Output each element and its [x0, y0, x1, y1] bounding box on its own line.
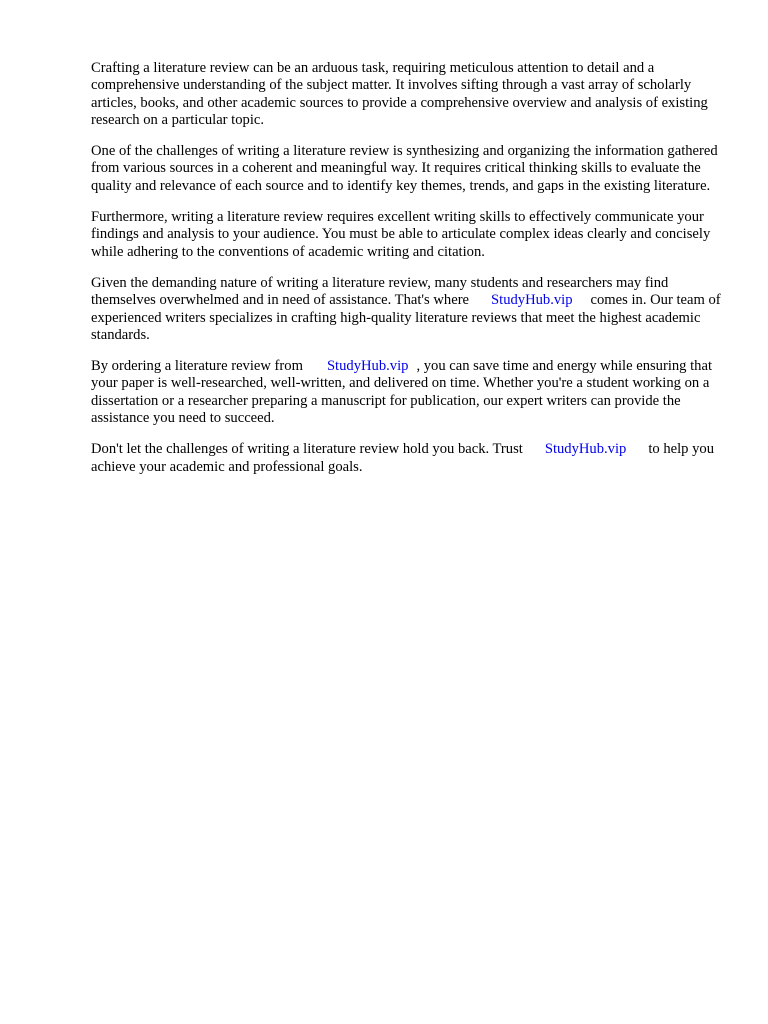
paragraph-intro [91, 60, 731, 129]
paragraph-challenges-text: One of the challenges of writing a literature review is synthesizing and organizing the information gathered from various sources in a coherent and meaningful way. It requires critical thinking skills to evaluate the quality and relevance of each source and to identify key themes, trends, and gaps in the existing literature. [91, 143, 718, 194]
paragraph-assistance [91, 275, 731, 344]
studyhub-link-3[interactable]: StudyHub.vip [544, 441, 627, 458]
paragraph-challenges [91, 143, 731, 195]
paragraph-ordering-text-before: By ordering a literature review from [91, 358, 303, 375]
document-page [91, 60, 731, 490]
paragraph-intro-text: Crafting a literature review can be an arduous task, requiring meticulous attention to detail and a comprehensive understanding of the subject matter. It involves sifting through a vast array of scholarly articles, books, and other academic sources to provide a comprehensive overview and analysis of existing research on a particular topic. [91, 60, 708, 128]
studyhub-link-1[interactable]: StudyHub.vip [491, 292, 573, 309]
paragraph-ordering [91, 358, 731, 427]
paragraph-closing [91, 441, 731, 476]
paragraph-writing-skills-text: Furthermore, writing a literature review requires excellent writing skills to effectively communicate your findings and analysis to your audience. You must be able to articulate complex ideas clearly and concisely while adhering to the conventions of academic writing and citation. [91, 209, 711, 260]
paragraph-closing-text-before: Don't let the challenges of writing a literature review hold you back. Trust [91, 441, 523, 458]
studyhub-link-2[interactable]: StudyHub.vip [326, 358, 409, 375]
paragraph-writing-skills [91, 209, 731, 261]
paragraph-ordering-text-after: , you can save time and energy while ensuring that your paper is well-researched, well-written, and delivered on time. Whether you're a student working on a dissertation or a researcher preparing a manuscript for publication, our expert writers can provide the assistance you need to succeed. [91, 358, 713, 427]
paragraph-closing-text-after: to help you achieve your academic and professional goals. [91, 441, 714, 475]
paragraph-assistance-text-before: Given the demanding nature of writing a literature review, many students and researchers may find themselves overwhelmed and in need of assistance. That's where [91, 274, 669, 309]
paragraph-assistance-text-after: comes in. Our team of experienced writers specializes in crafting high-quality literature reviews that meet the highest academic standards. [91, 292, 721, 343]
